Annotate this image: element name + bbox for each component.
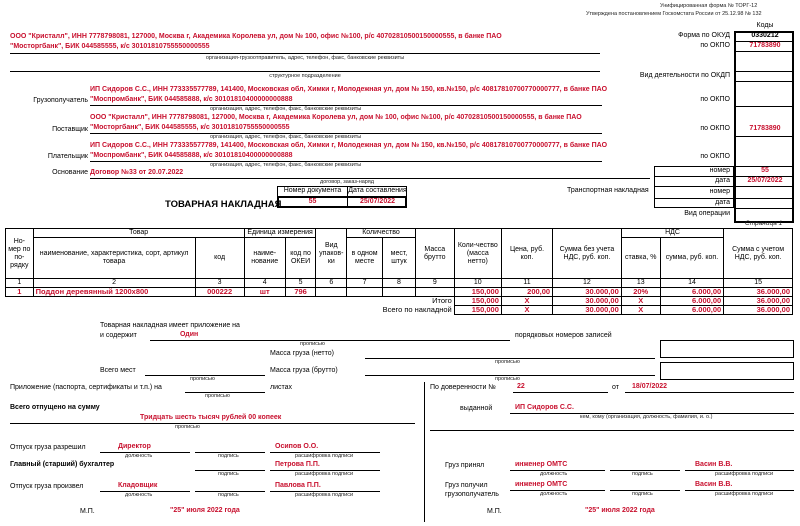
accepted-name: Васин В.В. xyxy=(695,461,733,468)
supplier-caption: организация, адрес, телефон, факс, банковские реквизиты xyxy=(210,134,362,140)
received-name: Васин В.В. xyxy=(695,481,733,488)
th-name: наименование, характеристика, сорт, артикул товара xyxy=(33,238,195,279)
okdp-label: Вид деятельности по ОКДП xyxy=(639,72,730,79)
itogo-price: X xyxy=(501,297,552,306)
cap-decode-2: расшифровка подписи xyxy=(295,471,354,477)
th-pack: Вид упаков-ки xyxy=(316,229,347,279)
th-one-place: в одном месте xyxy=(347,238,383,279)
accepted-label: Груз принял xyxy=(445,462,485,469)
page-number: Страница 1 xyxy=(745,220,783,227)
accountant-name: Петрова П.П. xyxy=(275,461,320,468)
supplier-label: Поставщик xyxy=(52,126,88,133)
col-num: 2 xyxy=(33,279,195,288)
vsego-row xyxy=(6,306,793,315)
appendix-caption: прописью xyxy=(205,393,230,399)
vsego-label: Всего по накладной xyxy=(382,305,452,314)
payer-label: Плательщик xyxy=(47,153,88,160)
col-num: 12 xyxy=(553,279,622,288)
form-name: Унифицированная форма № ТОРГ-12 xyxy=(660,3,758,9)
cell-code: 000222 xyxy=(195,288,244,297)
received-label: Груз получил xyxy=(445,482,488,489)
doc-date-value: 25/07/2022 xyxy=(359,198,396,205)
col-num: 8 xyxy=(383,279,416,288)
attach-caption: прописью xyxy=(300,341,325,347)
col-num: 7 xyxy=(347,279,383,288)
mass-net-box xyxy=(660,340,794,358)
consignee-label: Грузополучатель xyxy=(33,97,88,104)
okpo-label: по ОКПО xyxy=(700,42,730,49)
basis-number-value: 55 xyxy=(761,167,769,174)
vsego-total: 36.000,00 xyxy=(724,306,793,315)
mass-net-label: Масса груза (нетто) xyxy=(270,350,334,357)
col-num: 15 xyxy=(724,279,793,288)
shipper-line1: ООО "Кристалл", ИНН 7778798081, 127000, Москва г, Академика Королева ул, дом № 100, офис №100, р/с 40702810500150000555, в банке ПАО xyxy=(10,33,502,40)
transport-date-label: дата xyxy=(715,199,730,206)
th-net: Коли-чество (масса нетто) xyxy=(454,229,501,279)
okpo2-label: по ОКПО xyxy=(700,96,730,103)
sheets-label: листах xyxy=(270,384,293,391)
doc-number-header: Номер документа xyxy=(283,187,342,194)
col-num: 13 xyxy=(621,279,660,288)
doc-number-value: 55 xyxy=(308,198,317,205)
th-rate: ставка, % xyxy=(621,238,660,279)
appendix-label: Приложение (паспорта, сертификаты и т.п.) на xyxy=(10,384,162,391)
date-right: "25" июля 2022 года xyxy=(585,507,655,514)
sum-in-words: Тридцать шесть тысяч рублей 00 копеек xyxy=(140,414,282,421)
okud-label: Форма по ОКУД xyxy=(678,32,730,39)
released-position: Кладовщик xyxy=(118,482,158,489)
cell-rate: 20% xyxy=(621,288,660,297)
consignee-line1: ИП Сидоров С.С., ИНН 773335577789, 141400, Московская обл, Химки г, Молодежная ул, дом № 150, кв.№150, р/с 40817810700770000777, в банке ПАО xyxy=(90,86,608,93)
col-num: 5 xyxy=(285,279,316,288)
cell-gross xyxy=(415,288,454,297)
cell-total: 36.000,00 xyxy=(724,288,793,297)
th-price: Цена, руб. коп. xyxy=(501,229,552,279)
th-vat: НДС xyxy=(621,229,723,238)
vsego-sum: 30.000,00 xyxy=(553,306,622,315)
col-num: 6 xyxy=(316,279,347,288)
shipper-caption: организация-грузоотправитель, адрес, телефон, факс, банковские реквизиты xyxy=(205,55,405,61)
cap-position-3: должность xyxy=(125,492,153,498)
issued-value: ИП Сидоров С.С. xyxy=(515,404,574,411)
vsego-vat: 6.000,00 xyxy=(660,306,724,315)
cap-position-5: должность xyxy=(540,491,568,497)
col-num: 1 xyxy=(6,279,34,288)
supplier-line2: "Мосторгбанк", БИК 044585555, к/с 30101810755550000555 xyxy=(90,124,290,131)
th-goods: Товар xyxy=(33,229,244,238)
cell-pack xyxy=(316,288,347,297)
proxy-number: 22 xyxy=(517,383,525,390)
accountant-label: Главный (старший) бухгалтер xyxy=(10,461,115,468)
okpo-value: 71783890 xyxy=(749,42,781,49)
stamp-right: М.П. xyxy=(487,508,502,515)
records-label: порядковых номеров записей xyxy=(515,332,612,339)
basis-value: Договор №33 от 20.07.2022 xyxy=(90,169,184,176)
basis-number-label: номер xyxy=(709,167,730,174)
consignee-line2: "Моспромбанк", БИК 044585888, к/с 30101810400000000888 xyxy=(90,96,293,103)
itogo-rate: X xyxy=(621,297,660,306)
vsego-rate: X xyxy=(621,306,660,315)
payer-caption: организация, адрес, телефон, факс, банковские реквизиты xyxy=(210,162,362,168)
transport-number-label: номер xyxy=(709,188,730,195)
th-total: Сумма с учетом НДС, руб. коп. xyxy=(724,229,793,279)
mass-gross-box xyxy=(660,362,794,380)
col-num: 9 xyxy=(415,279,454,288)
col-num: 10 xyxy=(454,279,501,288)
received-position: инженер ОМТС xyxy=(515,481,568,488)
itogo-vat: 6.000,00 xyxy=(660,297,724,306)
released-name: Павлова П.П. xyxy=(275,482,321,489)
cell-unit: шт xyxy=(244,288,285,297)
doc-date-header: Дата составления xyxy=(348,187,407,194)
okud-value: 0330212 xyxy=(751,32,779,39)
permitted-label: Отпуск груза разрешил xyxy=(10,444,86,451)
goods-table xyxy=(5,228,793,315)
cap-position: должность xyxy=(125,453,153,459)
attach-label-1: Товарная накладная имеет приложение на xyxy=(100,322,240,329)
col-num: 3 xyxy=(195,279,244,288)
th-unit-name: наиме-нование xyxy=(244,238,285,279)
transport-label: Транспортная накладная xyxy=(567,187,649,194)
th-sum-novat: Сумма без учета НДС, руб. коп. xyxy=(553,229,622,279)
cap-sign-3: подпись xyxy=(218,492,239,498)
cap-decode-5: расшифровка подписи xyxy=(715,491,774,497)
basis-caption: договор, заказ-наряд xyxy=(320,179,374,185)
payer-line1: ИП Сидоров С.С., ИНН 773335577789, 141400, Московская обл, Химки г, Молодежная ул, дом № 150, кв.№150, р/с 40817810700770000777, в банке ПАО xyxy=(90,142,608,149)
cell-okei: 796 xyxy=(285,288,316,297)
sum-caption: прописью xyxy=(175,424,200,430)
vsego-price: X xyxy=(501,306,552,315)
payer-line2: "Моспромбанк", БИК 044585888, к/с 30101810400000000888 xyxy=(90,152,293,159)
cell-one xyxy=(347,288,383,297)
itogo-sum: 30.000,00 xyxy=(553,297,622,306)
th-unit: Единица измерения xyxy=(244,229,316,238)
operation-label: Вид операции xyxy=(684,210,730,217)
released-by-label: Отпуск груза произвел xyxy=(10,483,84,490)
cap-decode: расшифровка подписи xyxy=(295,453,354,459)
okpo4-label: по ОКПО xyxy=(700,153,730,160)
cell-sum: 30.000,00 xyxy=(553,288,622,297)
cap-decode-4: расшифровка подписи xyxy=(715,471,774,477)
vsego-net: 150,000 xyxy=(454,306,501,315)
attach-value: Один xyxy=(180,331,199,338)
cell-price: 200,00 xyxy=(501,288,552,297)
itogo-total: 36.000,00 xyxy=(724,297,793,306)
column-numbers-row xyxy=(6,279,793,288)
cell-net: 150,000 xyxy=(454,288,501,297)
cap-position-4: должность xyxy=(540,471,568,477)
itogo-row xyxy=(6,297,793,306)
th-vat-sum: сумма, руб. коп. xyxy=(660,238,724,279)
mass-gross-label: Масса груза (брутто) xyxy=(270,367,338,374)
col-num: 4 xyxy=(244,279,285,288)
consignee-caption: организация, адрес, телефон, факс, банковские реквизиты xyxy=(210,106,362,112)
stamp-left: М.П. xyxy=(80,508,95,515)
received-label-2: грузополучатель xyxy=(445,491,499,498)
table-row xyxy=(6,288,793,297)
basis-label: Основание xyxy=(52,169,88,176)
subdivision-caption: структурное подразделение xyxy=(269,73,341,79)
col-num: 11 xyxy=(501,279,552,288)
proxy-from-label: от xyxy=(612,384,619,391)
doc-title: ТОВАРНАЯ НАКЛАДНАЯ xyxy=(165,199,282,210)
th-gross: Масса брутто xyxy=(415,229,454,279)
cap-decode-3: расшифровка подписи xyxy=(295,492,354,498)
accepted-position: инженер ОМТС xyxy=(515,461,568,468)
released-sum-label: Всего отпущено на сумму xyxy=(10,404,100,411)
th-qty: Количество xyxy=(347,229,416,238)
permitted-name: Осипов О.О. xyxy=(275,443,319,450)
cell-num: 1 xyxy=(6,288,34,297)
shipper-line2: "Мосторгбанк", БИК 044585555, к/с 30101810755550000555 xyxy=(10,43,210,50)
mass-net-caption: прописью xyxy=(495,359,520,365)
approved-note: Утверждена постановлением Госкомстата России от 25.12.98 № 132 xyxy=(586,11,762,17)
okpo3-value: 71783890 xyxy=(749,125,781,132)
cap-sign-2: подпись xyxy=(218,471,239,477)
attach-label-2: и содержит xyxy=(100,332,137,339)
itogo-label: Итого xyxy=(432,296,452,306)
basis-date-value: 25/07/2022 xyxy=(747,177,783,184)
cap-sign-5: подпись xyxy=(632,491,653,497)
date-left: "25" июля 2022 года xyxy=(170,507,240,514)
places-caption: прописью xyxy=(190,376,215,382)
cap-sign-4: подпись xyxy=(632,471,653,477)
th-num: Но-мер по по-рядку xyxy=(6,229,34,279)
proxy-date: 18/07/2022 xyxy=(632,383,668,390)
th-code: код xyxy=(195,238,244,279)
th-okei: код по ОКЕИ xyxy=(285,238,316,279)
col-num: 14 xyxy=(660,279,724,288)
supplier-line1: ООО "Кристалл", ИНН 7778798081, 127000, Москва г, Академика Королева ул, дом № 100, офис №100, р/с 40702810500150000555, в банке ПАО xyxy=(90,114,582,121)
places-total-label: Всего мест xyxy=(100,367,136,374)
cell-name: Поддон деревянный 1200х800 xyxy=(33,288,195,297)
issued-label: выданной xyxy=(460,405,493,412)
okpo3-label: по ОКПО xyxy=(700,125,730,132)
permitted-position: Директор xyxy=(118,443,151,450)
th-places: мест, штук xyxy=(383,238,416,279)
codes-label: Коды xyxy=(756,22,774,29)
issued-caption: кем, кому (организация, должность, фамилия, и. о.) xyxy=(580,414,713,420)
proxy-label: По доверенности № xyxy=(430,384,496,391)
mass-gross-caption: прописью xyxy=(495,376,520,382)
cell-places xyxy=(383,288,416,297)
cell-vat: 6.000,00 xyxy=(660,288,724,297)
basis-date-label: дата xyxy=(715,177,730,184)
itogo-net: 150,000 xyxy=(454,297,501,306)
cap-sign: подпись xyxy=(218,453,239,459)
